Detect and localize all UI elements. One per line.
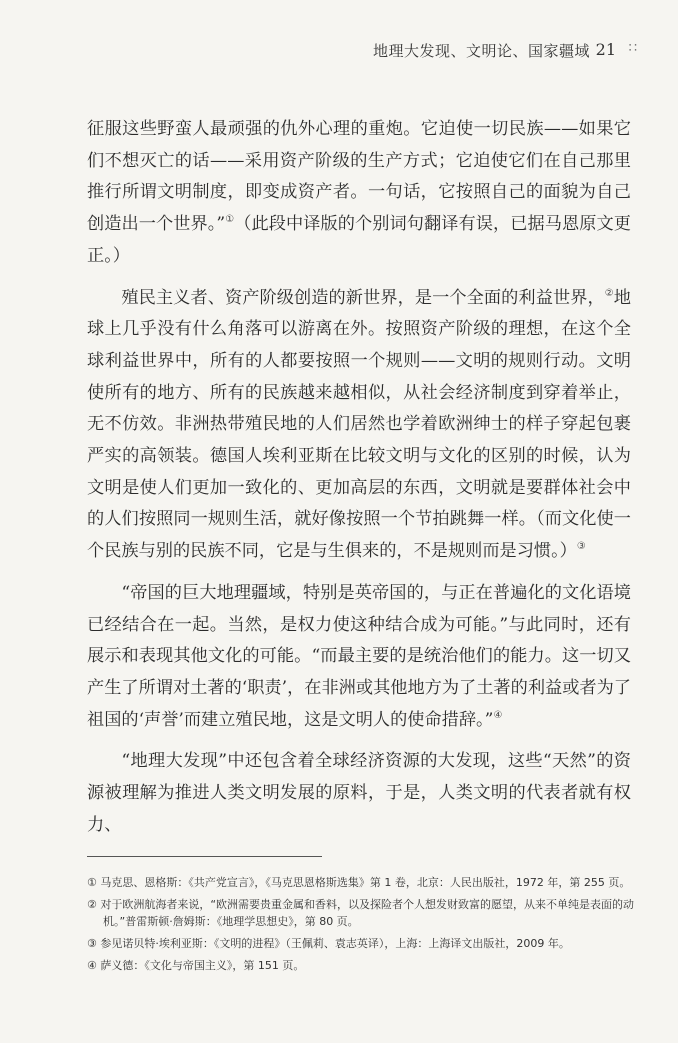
footnote-ref-3[interactable]: ③ — [576, 541, 586, 553]
paragraph-3 — [87, 578, 631, 737]
footnote-1: ① 马克思、恩格斯：《共产党宣言》，《马克思恩格斯选集》第 1 卷，北京：人民出版社，1972 年，第 255 页。 — [87, 876, 631, 889]
paragraph-2-text-a: 殖民主义者、资产阶级创造的新世界，是一个全面的利益世界， — [121, 287, 605, 308]
footnote-divider — [87, 856, 322, 857]
paragraph-1-tail: （此段中译版的个别词句翻译有误，已据马恩原文更正。） — [87, 214, 631, 266]
footnotes — [87, 874, 635, 979]
page-header — [0, 40, 678, 64]
footnote-4: ④ 萨义德：《文化与帝国主义》，第 151 页。 — [87, 959, 305, 972]
footnote-ref-2[interactable]: ② — [604, 287, 614, 299]
body-text — [87, 114, 631, 841]
paragraph-2 — [87, 283, 631, 568]
paragraph-4 — [87, 746, 631, 841]
footnote-2: ② 对于欧洲航海者来说，“欧洲需要贵重金属和香料，以及探险者个人想发财致富的愿望，从来不单纯是表面的动机。”普雷斯顿·詹姆斯：《地理学思想史》，第 80 页。 — [87, 898, 635, 928]
paragraph-2-text-b: 地球上几乎没有什么角落可以游离在外。按照资产阶级的理想，在这个全球利益世界中，所有的人都要按照一个规则——文明的规则行动。文明使所有的地方、所有的民族越来越相似，从社会经济制度到穿着举止，无不仿效。非洲热带殖民地的人们居然也学着欧洲绅士的样子穿起包裹严实的高领装。德国人埃利亚斯在比较文明与文化的区别的时候，认为文明是使人们更加一致化的、更加高层的东西，文明就是要群体社会中的人们按照同一规则生活，就好像按照一个节拍跳舞一样。（而文化使一个民族与别的民族不同，它是与生俱来的，不是规则而是习惯。） — [87, 287, 631, 562]
footnote-ref-1[interactable]: ① — [225, 214, 235, 226]
paragraph-1-text: 征服这些野蛮人最顽强的仇外心理的重炮。它迫使一切民族——如果它们不想灭亡的话——采用资产阶级的生产方式；它迫使它们在自己那里推行所谓文明制度，即变成资产者。一句话，它按照自己的面貌为自己创造出一个世界。” — [87, 119, 631, 235]
paragraph-4-text: “地理大发现”中还包含着全球经济资源的大发现，这些“天然”的资源被理解为推进人类文明发展的原料，于是，人类文明的代表者就有权力、 — [87, 751, 631, 835]
running-title: 地理大发现、文明论、国家疆域 — [372, 42, 590, 60]
page-number: 21 — [595, 40, 616, 59]
footnote-3: ③ 参见诺贝特·埃利亚斯：《文明的进程》（王佩莉、袁志英译），上海：上海译文出版社，2009 年。 — [87, 937, 570, 950]
paragraph-3-text: “帝国的巨大地理疆域，特别是英帝国的，与正在普遍化的文化语境已经结合在一起。当然，是权力使这种结合成为可能。”与此同时，还有展示和表现其他文化的可能。“而最主要的是统治他们的能力。这一切又产生了所谓对土著的‘职责’，在非洲或其他地方为了土著的利益或者为了祖国的‘声誉’而建立殖民地，这是文明人的使命措辞。” — [87, 582, 631, 730]
footnote-ref-4[interactable]: ④ — [493, 709, 503, 721]
page-mark: ∷ — [628, 41, 638, 56]
paragraph-1 — [87, 114, 631, 273]
